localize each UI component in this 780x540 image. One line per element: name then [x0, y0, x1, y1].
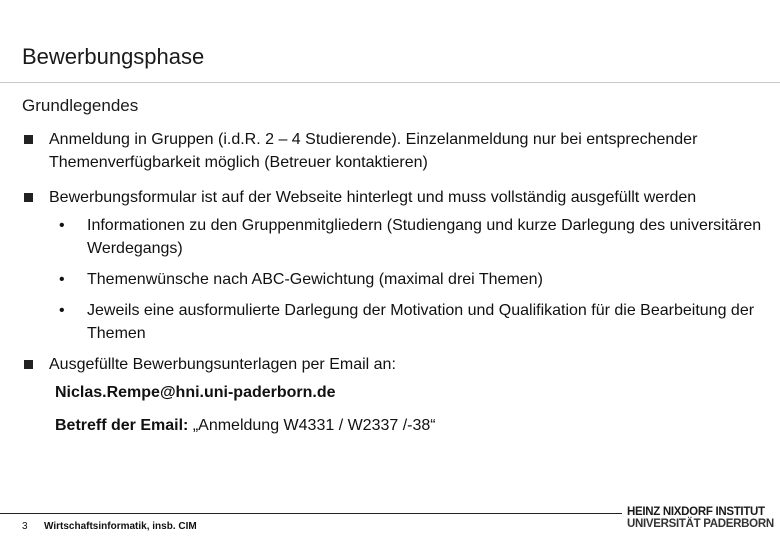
footer-text: Wirtschaftsinformatik, insb. CIM — [44, 521, 197, 532]
sub-bullet-item — [55, 268, 762, 291]
square-bullet-icon — [24, 135, 33, 144]
bullet-item — [22, 353, 762, 376]
sub-bullet-item — [55, 214, 762, 260]
logo-line-1: HEINZ NIXDORF INSTITUT — [627, 506, 765, 518]
email-subject — [55, 417, 762, 435]
square-bullet-icon — [24, 193, 33, 202]
sub-bullet-item — [55, 299, 762, 345]
bullet-text: Bewerbungsformular ist auf der Webseite hinterlegt und muss vollständig ausgefüllt werden — [49, 189, 697, 206]
sub-bullet-text: Jeweils eine ausformulierte Darlegung der Motivation und Qualifikation für die Bearbeitung der Themen — [87, 302, 755, 342]
dot-bullet-icon: • — [59, 302, 65, 319]
slide-title: Bewerbungsphase — [22, 44, 205, 69]
dot-bullet-icon: • — [59, 217, 65, 234]
section-heading: Grundlegendes — [22, 96, 139, 115]
bullet-item — [22, 186, 762, 209]
sub-bullet-text: Themenwünsche nach ABC-Gewichtung (maximal drei Themen) — [87, 271, 543, 288]
bullet-text: Anmeldung in Gruppen (i.d.R. 2 – 4 Studierende). Einzelanmeldung nur bei entsprechender Themenverfügbarkeit möglich (Betreuer kontaktieren) — [49, 131, 698, 171]
sub-bullet-list — [55, 214, 762, 345]
sub-bullet-text: Informationen zu den Gruppenmitgliedern (Studiengang und kurze Darlegung des universitären Werdegangs) — [87, 217, 762, 257]
bullet-text: Ausgefüllte Bewerbungsunterlagen per Email an: — [49, 356, 396, 373]
page-number: 3 — [22, 521, 28, 532]
square-bullet-icon — [24, 360, 33, 369]
bullet-item — [22, 128, 762, 174]
logo-line-2: UNIVERSITÄT PADERBORN — [627, 518, 774, 530]
subject-value: „Anmeldung W4331 / W2337 /-38“ — [192, 417, 436, 434]
title-divider — [0, 82, 780, 83]
subject-label: Betreff der Email: — [55, 417, 189, 434]
email-address: Niclas.Rempe@hni.uni-paderborn.de — [55, 384, 336, 401]
footer-divider — [0, 513, 622, 514]
dot-bullet-icon: • — [59, 271, 65, 288]
institute-logo — [627, 506, 775, 530]
slide-content — [22, 128, 762, 435]
